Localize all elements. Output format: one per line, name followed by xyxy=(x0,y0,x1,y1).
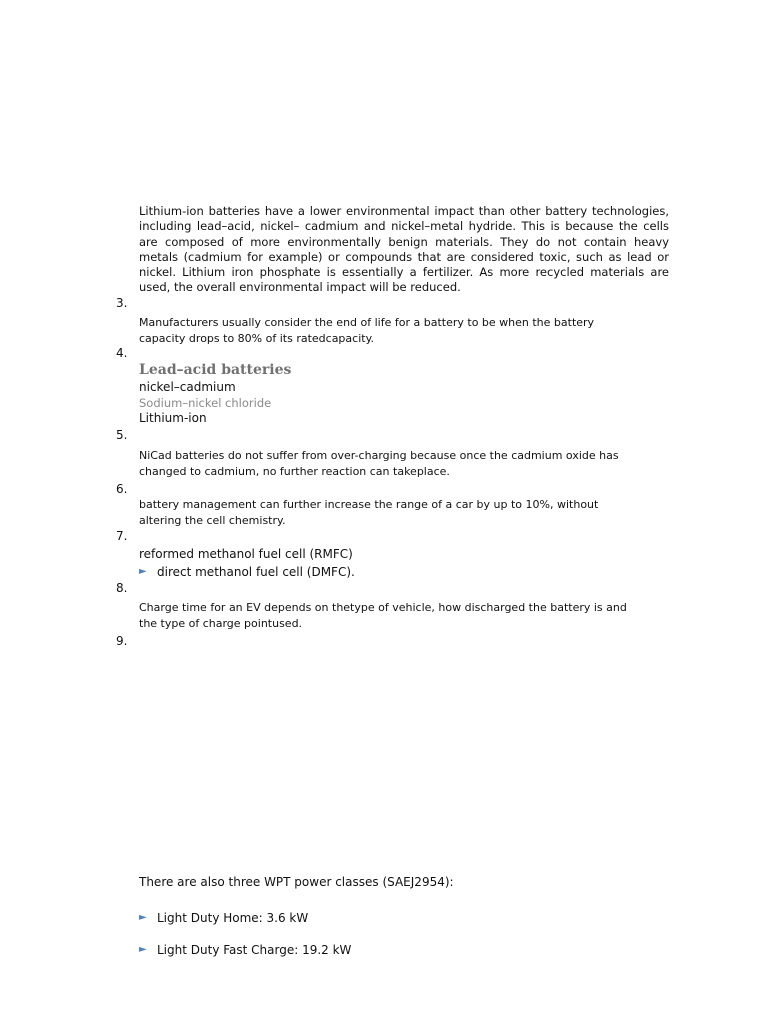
item-number: 6. xyxy=(116,482,128,496)
item-number: 9. xyxy=(116,634,128,648)
wpt-intro: There are also three WPT power classes (SAEJ2954): xyxy=(139,875,454,889)
battery-management-paragraph: battery management can further increase the range of a car by up to 10%, without altering the cell chemistry. xyxy=(139,498,599,527)
item-number: 4. xyxy=(116,346,128,360)
right-triangle-bullet-icon: ► xyxy=(139,912,147,923)
rmfc-line: reformed methanol fuel cell (RMFC) xyxy=(139,547,353,561)
wpt-item xyxy=(139,942,687,958)
wpt-item-text: Light Duty Home: 3.6 kW xyxy=(157,911,309,925)
intro-paragraph: Lithium-ion batteries have a lower environmental impact than other battery technologies, including lead–acid, nickel– cadmium and nickel–metal hydride. This is because the cells are composed of more environmentally benign materials. They do not contain heavy metals (cadmium for example) or compounds that are considered toxic, such as lead or nickel. Lithium iron phosphate is essentially a fertilizer. As more recycled materials are used, the overall environmental impact will be reduced. xyxy=(139,204,669,295)
battery-types-heading: Lead–acid batteries xyxy=(139,362,292,378)
right-triangle-bullet-icon: ► xyxy=(139,944,147,955)
item-number: 5. xyxy=(116,428,128,442)
dmfc-bullet xyxy=(139,564,687,580)
battery-type-lithium-ion: Lithium-ion xyxy=(139,411,207,425)
end-of-life-paragraph: Manufacturers usually consider the end of life for a battery to be when the battery capacity drops to 80% of its ratedcapacity. xyxy=(139,316,595,345)
item-number: 7. xyxy=(116,529,128,543)
battery-type-sodium-nickel: Sodium–nickel chloride xyxy=(139,396,272,410)
wpt-item xyxy=(139,910,687,926)
item-number: 8. xyxy=(116,581,128,595)
nicad-paragraph: NiCad batteries do not suffer from over-charging because once the cadmium oxide has changed to cadmium, no further reaction can takeplace. xyxy=(139,449,619,478)
dmfc-text: direct methanol fuel cell (DMFC). xyxy=(157,565,355,579)
battery-type-nickel-cadmium: nickel–cadmium xyxy=(139,380,236,394)
item-number: 3. xyxy=(116,296,128,310)
right-triangle-bullet-icon: ► xyxy=(139,566,147,577)
charge-time-paragraph: Charge time for an EV depends on thetype of vehicle, how discharged the battery is and the type of charge pointused. xyxy=(139,601,627,630)
wpt-item-text: Light Duty Fast Charge: 19.2 kW xyxy=(157,943,352,957)
